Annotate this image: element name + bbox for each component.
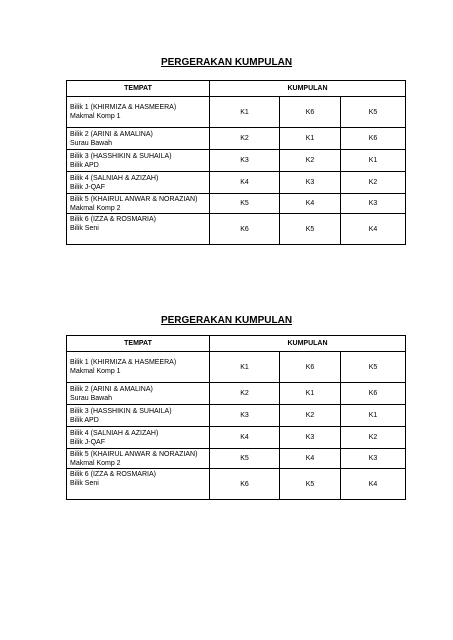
room-label: Bilik 1 (KHIRMIZA & HASMEERA) [70,104,177,111]
group-cell: K1 [341,150,406,172]
room-label: Bilik 2 (ARINI & AMALINA) [70,130,153,138]
group-cell: K2 [280,150,341,172]
location-label: Bilik Seni [70,225,99,232]
group-cell: K2 [280,405,341,427]
group-cell: K3 [210,405,280,427]
group-cell: K3 [280,427,341,449]
group-cell: K5 [341,352,406,383]
location-label: Makmal Komp 1 [70,368,121,375]
room-label: Bilik 4 (SALNIAH & AZIZAH) [70,429,159,437]
table-row [67,172,406,194]
table-row [67,427,406,449]
table-row [67,352,406,383]
place-cell [67,383,210,405]
location-label: Makmal Komp 1 [70,113,121,120]
group-cell: K5 [280,214,341,245]
table-row [67,128,406,150]
header-group: KUMPULAN [210,81,406,97]
place-cell [67,352,210,383]
group-cell: K6 [341,383,406,405]
place-cell [67,194,210,214]
room-label: Bilik 6 (IZZA & ROSMARIA) [70,216,156,223]
group-cell: K6 [210,214,280,245]
place-cell [67,150,210,172]
group-cell: K6 [341,128,406,150]
group-cell: K2 [210,383,280,405]
group-cell: K2 [210,128,280,150]
title-1: PERGERAKAN KUMPULAN [160,57,293,68]
location-label: Makmal Komp 2 [70,459,121,467]
place-cell [67,128,210,150]
room-label: Bilik 4 (SALNIAH & AZIZAH) [70,174,159,182]
group-cell: K4 [210,427,280,449]
table-row [67,194,406,214]
group-cell: K6 [280,352,341,383]
group-cell: K1 [280,128,341,150]
group-cell: K4 [280,449,341,469]
group-cell: K3 [280,172,341,194]
table-row [67,469,406,500]
room-label: Bilik 5 (KHAIRUL ANWAR & NORAZIAN) [70,195,198,203]
table-row [67,449,406,469]
group-cell: K1 [341,405,406,427]
room-label: Bilik 5 (KHAIRUL ANWAR & NORAZIAN) [70,450,198,458]
schedule-table-2 [66,335,406,500]
location-label: Bilik Seni [70,480,99,487]
group-cell: K1 [210,97,280,128]
group-cell: K4 [280,194,341,214]
location-label: Bilik J-QAF [70,438,105,446]
location-label: Makmal Komp 2 [70,204,121,212]
location-label: Bilik APD [70,416,99,424]
header-place: TEMPAT [67,336,210,352]
group-cell: K5 [210,449,280,469]
place-cell [67,469,210,500]
group-cell: K4 [341,214,406,245]
group-cell: K5 [341,97,406,128]
location-label: Surau Bawah [70,394,113,402]
group-cell: K5 [280,469,341,500]
table-row [67,150,406,172]
group-cell: K2 [341,172,406,194]
group-cell: K3 [341,449,406,469]
place-cell [67,449,210,469]
location-label: Bilik APD [70,161,99,169]
place-cell [67,172,210,194]
group-cell: K3 [341,194,406,214]
table-row [67,214,406,245]
room-label: Bilik 6 (IZZA & ROSMARIA) [70,471,156,478]
group-cell: K3 [210,150,280,172]
place-cell [67,97,210,128]
room-label: Bilik 2 (ARINI & AMALINA) [70,385,153,393]
place-cell [67,427,210,449]
group-cell: K1 [280,383,341,405]
room-label: Bilik 1 (KHIRMIZA & HASMEERA) [70,359,177,366]
place-cell [67,405,210,427]
header-group: KUMPULAN [210,336,406,352]
title-2: PERGERAKAN KUMPULAN [160,315,293,326]
room-label: Bilik 3 (HASSHIKIN & SUHAILA) [70,152,172,160]
table-row [67,405,406,427]
location-label: Bilik J-QAF [70,183,105,191]
group-cell: K2 [341,427,406,449]
group-cell: K5 [210,194,280,214]
table-row [67,383,406,405]
group-cell: K6 [210,469,280,500]
room-label: Bilik 3 (HASSHIKIN & SUHAILA) [70,407,172,415]
group-cell: K4 [210,172,280,194]
header-place: TEMPAT [67,81,210,97]
table-row [67,97,406,128]
group-cell: K1 [210,352,280,383]
schedule-table-1 [66,80,406,245]
group-cell: K6 [280,97,341,128]
location-label: Surau Bawah [70,139,113,147]
place-cell [67,214,210,245]
group-cell: K4 [341,469,406,500]
